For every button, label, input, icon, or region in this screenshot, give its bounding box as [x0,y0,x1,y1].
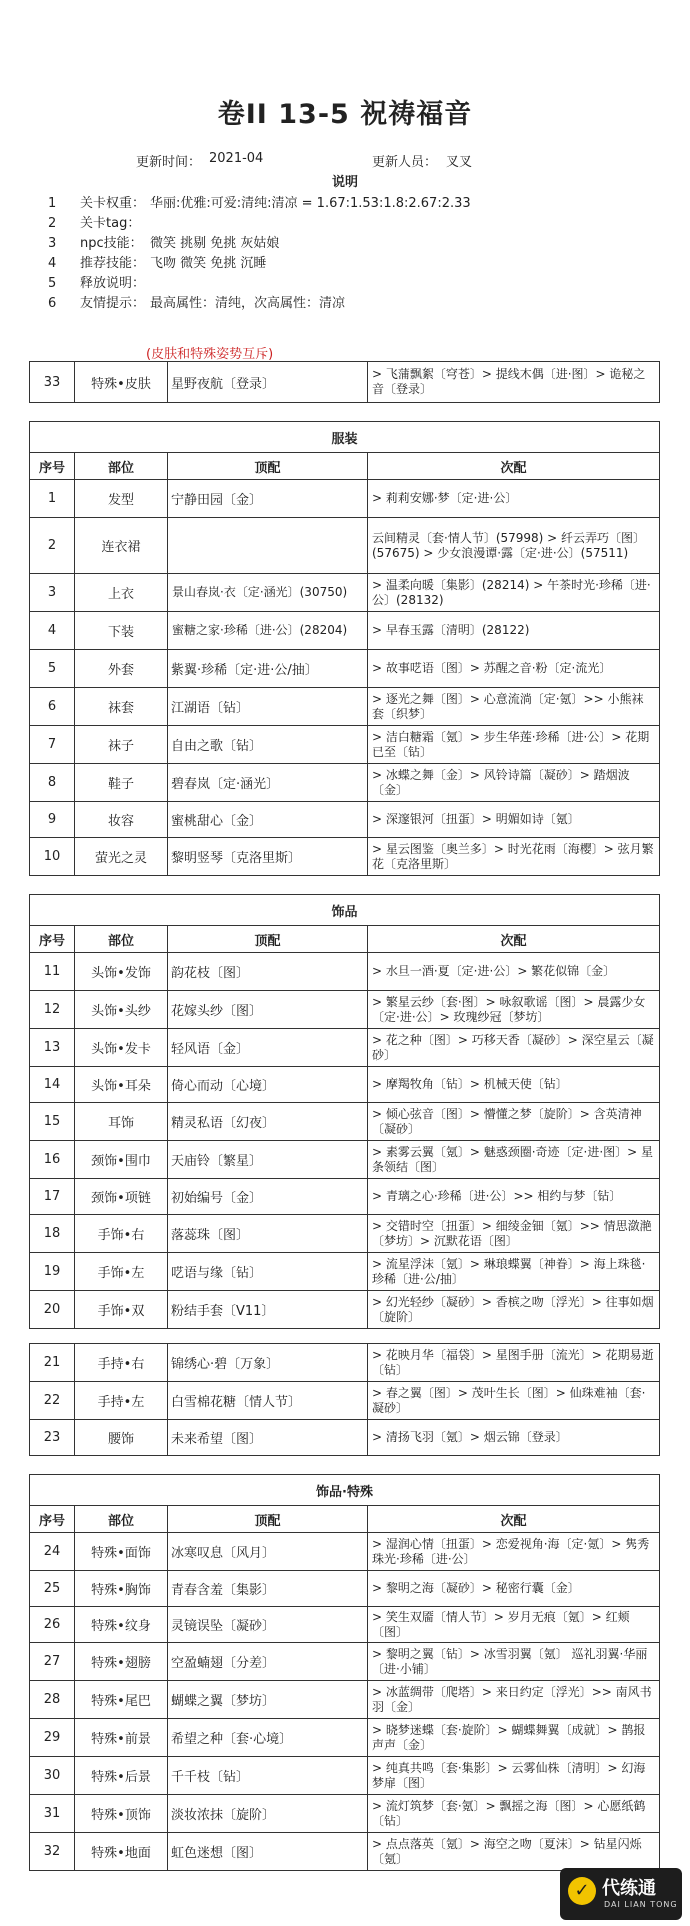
cell-no: 24 [30,1533,75,1571]
cell-part: 连衣裙 [75,518,168,574]
cell-no: 11 [30,953,75,991]
cell-no: 15 [30,1103,75,1141]
cell-part: 妆容 [75,802,168,838]
cell-part: 颈饰•项链 [75,1179,168,1215]
cell-part: 萤光之灵 [75,838,168,876]
cell-top: 蜜桃甜心〔金〕 [168,802,368,838]
cell-alt: > 交错时空〔扭蛋〕> 细绫金钿〔氪〕>> 情思潋滟〔梦坊〕> 沉默花语〔图〕 [368,1215,660,1253]
update-time-value: 2021-04 [209,151,264,166]
table-row [30,1757,660,1795]
cell-alt: > 莉莉安娜·梦〔定·进·公〕 [368,480,660,518]
table-row [30,802,660,838]
table-row [30,518,660,574]
cell-alt: > 逐光之舞〔图〕> 心意流淌〔定·氪〕>> 小熊袜套〔织梦〕 [368,688,660,726]
info-row [48,254,471,274]
cell-part: 手饰•双 [75,1291,168,1329]
cell-top: 呓语与缘〔钻〕 [168,1253,368,1291]
cell-alt: > 摩羯牧角〔钻〕> 机械天使〔钻〕 [368,1067,660,1103]
header-top: 顶配 [168,453,368,480]
table-row [30,1179,660,1215]
cell-part: 耳饰 [75,1103,168,1141]
cell-top: 黎明竖琴〔克洛里斯〕 [168,838,368,876]
table-row [30,480,660,518]
cell-top: 精灵私语〔幻夜〕 [168,1103,368,1141]
info-num: 2 [48,216,57,231]
cell-alt: > 倾心弦音〔图〕> 懵懂之梦〔旋阶〕> 含英清神〔凝砂〕 [368,1103,660,1141]
header-part: 部位 [75,453,168,480]
cell-no: 10 [30,838,75,876]
info-num: 6 [48,296,57,311]
logo-text: 代练通 [602,1878,656,1899]
cell-no: 21 [30,1344,75,1382]
cell-top: 白雪棉花糖〔情人节〕 [168,1382,368,1420]
cell-no: 1 [30,480,75,518]
header-part: 部位 [75,926,168,953]
cell-part: 特殊•纹身 [75,1607,168,1643]
table-row [30,1607,660,1643]
table-caption: 饰品 [30,895,660,926]
table-row [30,838,660,876]
cell-no: 18 [30,1215,75,1253]
cell-alt: > 飞蒲飘絮〔穹苍〕> 提线木偶〔进·图〕> 诡秘之音〔登录〕 [368,362,660,403]
cell-no: 17 [30,1179,75,1215]
cell-part: 颈饰•围巾 [75,1141,168,1179]
table-row [30,726,660,764]
info-num: 1 [48,196,57,211]
cell-part: 手持•左 [75,1382,168,1420]
cell-no: 13 [30,1029,75,1067]
header-alt: 次配 [368,453,660,480]
cell-no: 28 [30,1681,75,1719]
header-no: 序号 [30,1506,75,1533]
cell-part: 手饰•左 [75,1253,168,1291]
cell-no: 30 [30,1757,75,1795]
info-list [48,194,471,314]
table-row [30,991,660,1029]
table-row [30,1833,660,1871]
cell-part: 头饰•发饰 [75,953,168,991]
table-row [30,953,660,991]
cell-part: 袜套 [75,688,168,726]
cell-alt: > 冰蝶之舞〔金〕> 风铃诗篇〔凝砂〕> 踏烟波〔金〕 [368,764,660,802]
cell-part: 外套 [75,650,168,688]
cell-no: 16 [30,1141,75,1179]
header-alt: 次配 [368,1506,660,1533]
cell-alt: > 春之翼〔图〕> 茂叶生长〔图〕> 仙珠难袖〔套·凝砂〕 [368,1382,660,1420]
cell-alt: > 故事呓语〔图〕> 苏醒之音·粉〔定·流光〕 [368,650,660,688]
info-row [48,274,471,294]
cell-part: 手持•右 [75,1344,168,1382]
info-key: 推荐技能： [80,256,146,271]
cell-alt: 云间精灵〔套·情人节〕(57998) > 纤云弄巧〔图〕(57675) > 少女浪漫谭·露〔定·进·公〕(57511) [368,518,660,574]
info-num: 5 [48,276,57,291]
info-key: 友情提示： [80,296,146,311]
cell-part: 特殊•前景 [75,1719,168,1757]
cell-alt: > 花之种〔图〕> 巧移天香〔凝砂〕> 深空星云〔凝砂〕 [368,1029,660,1067]
cell-top: 锦绣心·碧〔万象〕 [168,1344,368,1382]
info-row [48,214,471,234]
cell-alt: > 流星浮沫〔氪〕> 琳琅蝶翼〔神眷〕> 海上珠毯·珍稀〔进·公/抽〕 [368,1253,660,1291]
cell-no: 32 [30,1833,75,1871]
table-row [30,1681,660,1719]
cell-top: 江湖语〔钻〕 [168,688,368,726]
info-key: 关卡权重： [80,196,146,211]
cell-part: 下装 [75,612,168,650]
cell-top: 天庙铃〔繁星〕 [168,1141,368,1179]
info-key: 释放说明： [80,276,146,291]
header-part: 部位 [75,1506,168,1533]
table-row [30,650,660,688]
update-time-label: 更新时间： [136,155,202,170]
cell-part: 袜子 [75,726,168,764]
cell-no: 14 [30,1067,75,1103]
cell-top: 初始编号〔金〕 [168,1179,368,1215]
info-value: 飞吻 微笑 免挑 沉睡 [150,256,267,271]
updater-value: 叉叉 [446,155,473,170]
page-title: 卷II 13-5 祝祷福音 [217,99,473,130]
cell-top: 蜜糖之家·珍稀〔进·公〕(28204) [168,612,368,650]
table-row [30,1291,660,1329]
info-key: 关卡tag： [80,216,141,231]
cell-top: 千千枝〔钻〕 [168,1757,368,1795]
cell-part: 特殊•地面 [75,1833,168,1871]
cell-alt: > 花映月华〔福袋〕> 星图手册〔流光〕> 花期易逝〔钻〕 [368,1344,660,1382]
cell-no: 19 [30,1253,75,1291]
info-row [48,294,471,314]
table-row [30,1141,660,1179]
cell-alt: > 冰蓝绸带〔爬塔〕> 来日约定〔浮光〕>> 南风书羽〔金〕 [368,1681,660,1719]
cell-part: 特殊•翅膀 [75,1643,168,1681]
cell-part: 特殊•顶饰 [75,1795,168,1833]
header-row [30,926,660,953]
cell-alt: > 深邃银河〔扭蛋〕> 明媚如诗〔氪〕 [368,802,660,838]
cell-no: 26 [30,1607,75,1643]
header-no: 序号 [30,926,75,953]
header-row [30,453,660,480]
cell-top: 青春含羞〔集影〕 [168,1571,368,1607]
table-row [30,1719,660,1757]
info-row [48,234,471,254]
cell-no: 9 [30,802,75,838]
clothing-table [29,421,660,876]
cell-alt: > 繁星云纱〔套·图〕> 咏叙歌谣〔图〕> 晨露少女〔定·进·公〕> 玫瑰纱冠〔梦坊〕 [368,991,660,1029]
cell-top: 花嫁头纱〔图〕 [168,991,368,1029]
cell-alt: > 湿润心情〔扭蛋〕> 恋爱视角·海〔定·氪〕> 隽秀珠光·珍稀〔进·公〕 [368,1533,660,1571]
cell-no: 29 [30,1719,75,1757]
header-row [30,1506,660,1533]
cell-top: 冰寒叹息〔风月〕 [168,1533,368,1571]
cell-top: 未来希望〔图〕 [168,1420,368,1456]
cell-no: 23 [30,1420,75,1456]
cell-no: 33 [30,362,75,403]
cell-top: 灵镜误坠〔凝砂〕 [168,1607,368,1643]
header-top: 顶配 [168,1506,368,1533]
cell-alt: > 笑生双靥〔情人节〕> 岁月无痕〔氪〕> 红颊〔图〕 [368,1607,660,1643]
cell-alt: > 黎明之翼〔钻〕> 冰雪羽翼〔氪〕 巡礼羽翼·华丽〔进·小铺〕 [368,1643,660,1681]
table-row [30,688,660,726]
cell-no: 7 [30,726,75,764]
special-table [29,1474,660,1871]
cell-alt: > 清扬飞羽〔氪〕> 烟云锦〔登录〕 [368,1420,660,1456]
cell-no: 31 [30,1795,75,1833]
table-row [30,1029,660,1067]
table-row [30,1795,660,1833]
info-value: 华丽:优雅:可爱:清纯:清凉 = 1.67:1.53:1.8:2.67:2.33 [150,196,471,211]
cell-no: 22 [30,1382,75,1420]
table-row [30,1382,660,1420]
table-row [30,1253,660,1291]
cell-top: 轻风语〔金〕 [168,1029,368,1067]
table-row [30,1533,660,1571]
cell-part: 手饰•右 [75,1215,168,1253]
cell-alt: > 点点落英〔氪〕> 海空之吻〔夏沫〕> 钻星闪烁〔氪〕 [368,1833,660,1871]
cell-part: 头饰•头纱 [75,991,168,1029]
cell-no: 2 [30,518,75,574]
cell-alt: > 早春玉露〔清明〕(28122) [368,612,660,650]
cell-alt: > 幻光轻纱〔凝砂〕> 香槟之吻〔浮光〕> 往事如烟〔旋阶〕 [368,1291,660,1329]
cell-top: 自由之歌〔钻〕 [168,726,368,764]
table-row [30,362,660,403]
cell-no: 12 [30,991,75,1029]
watermark-logo [560,1868,682,1920]
info-num: 3 [48,236,57,251]
header-top: 顶配 [168,926,368,953]
cell-part: 头饰•发卡 [75,1029,168,1067]
cell-alt: > 晓梦迷蝶〔套·旋阶〕> 蝴蝶舞翼〔成就〕> 鹊报声声〔金〕 [368,1719,660,1757]
header-alt: 次配 [368,926,660,953]
table-caption: 饰品·特殊 [30,1475,660,1506]
header-no: 序号 [30,453,75,480]
cell-top: 空盈蝻翅〔分差〕 [168,1643,368,1681]
cell-top: 景山春岚·衣〔定·涵光〕(30750) [168,574,368,612]
accessories-table [29,894,660,1329]
cell-part: 腰饰 [75,1420,168,1456]
table-row [30,612,660,650]
cell-no: 27 [30,1643,75,1681]
cell-part: 特殊•皮肤 [75,362,168,403]
info-key: npc技能： [80,236,143,251]
cell-top: 落蕊珠〔图〕 [168,1215,368,1253]
cell-part: 特殊•面饰 [75,1533,168,1571]
cell-top: 碧春岚〔定·涵光〕 [168,764,368,802]
cell-top: 宁静田园〔金〕 [168,480,368,518]
cell-part: 发型 [75,480,168,518]
skin-table [29,361,660,403]
table-row [30,1103,660,1141]
cell-top: 韵花枝〔图〕 [168,953,368,991]
cell-no: 20 [30,1291,75,1329]
cell-alt: > 素雾云翼〔氪〕> 魅惑颈圈·奇迹〔定·进·图〕> 星条领结〔图〕 [368,1141,660,1179]
cell-alt: > 星云图鉴〔奥兰多〕> 时光花雨〔海樱〕> 弦月繁花〔克洛里斯〕 [368,838,660,876]
cell-no: 8 [30,764,75,802]
cell-no: 6 [30,688,75,726]
cell-part: 上衣 [75,574,168,612]
table-row [30,1344,660,1382]
cell-part: 头饰•耳朵 [75,1067,168,1103]
table-row [30,1571,660,1607]
explain-heading: 说明 [331,175,358,190]
info-num: 4 [48,256,57,271]
cell-top [168,518,368,574]
cell-top: 粉结手套〔V11〕 [168,1291,368,1329]
cell-alt: > 青璃之心·珍稀〔进·公〕>> 相约与梦〔钻〕 [368,1179,660,1215]
table-row [30,1067,660,1103]
cell-alt: > 水旦一酒·夏〔定·进·公〕> 繁花似锦〔金〕 [368,953,660,991]
cell-alt: > 黎明之海〔凝砂〕> 秘密行囊〔金〕 [368,1571,660,1607]
cell-alt: > 洁白糖霜〔氪〕> 步生华莲·珍稀〔进·公〕> 花期已至〔钻〕 [368,726,660,764]
cell-part: 特殊•胸饰 [75,1571,168,1607]
info-value: 最高属性：清纯，次高属性：清凉 [150,296,346,311]
check-icon: ✓ [568,1877,596,1905]
cell-top: 淡妆浓抹〔旋阶〕 [168,1795,368,1833]
cell-top: 倚心而动〔心境〕 [168,1067,368,1103]
logo-subtext: DAI LIAN TONG [604,1900,678,1909]
info-value: 微笑 挑剔 免挑 灰姑娘 [150,236,280,251]
cell-no: 5 [30,650,75,688]
table-row [30,1215,660,1253]
cell-top: 蝴蝶之翼〔梦坊〕 [168,1681,368,1719]
info-row [48,194,471,214]
table-row [30,1420,660,1456]
cell-part: 鞋子 [75,764,168,802]
table-row [30,1643,660,1681]
cell-no: 4 [30,612,75,650]
updater-label: 更新人员： [372,155,438,170]
cell-top: 虹色迷想〔图〕 [168,1833,368,1871]
cell-part: 特殊•尾巴 [75,1681,168,1719]
cell-alt: > 温柔向暖〔集影〕(28214) > 午茶时光·珍稀〔进·公〕(28132) [368,574,660,612]
cell-alt: > 纯真共鸣〔套·集影〕> 云雾仙株〔清明〕> 幻海梦扉〔图〕 [368,1757,660,1795]
table-caption: 服装 [30,422,660,453]
cell-no: 3 [30,574,75,612]
skin-note: (皮肤和特殊姿势互斥) [146,347,274,362]
cell-top: 希望之种〔套·心境〕 [168,1719,368,1757]
cell-top: 紫翼·珍稀〔定·进·公/抽〕 [168,650,368,688]
cell-no: 25 [30,1571,75,1607]
cell-alt: > 流灯筑梦〔套·氪〕> 飘摇之海〔图〕> 心愿纸鹤〔钻〕 [368,1795,660,1833]
table-row [30,574,660,612]
table-row [30,764,660,802]
cell-part: 特殊•后景 [75,1757,168,1795]
cell-top: 星野夜航〔登录〕 [168,362,368,403]
handheld-table [29,1343,660,1456]
